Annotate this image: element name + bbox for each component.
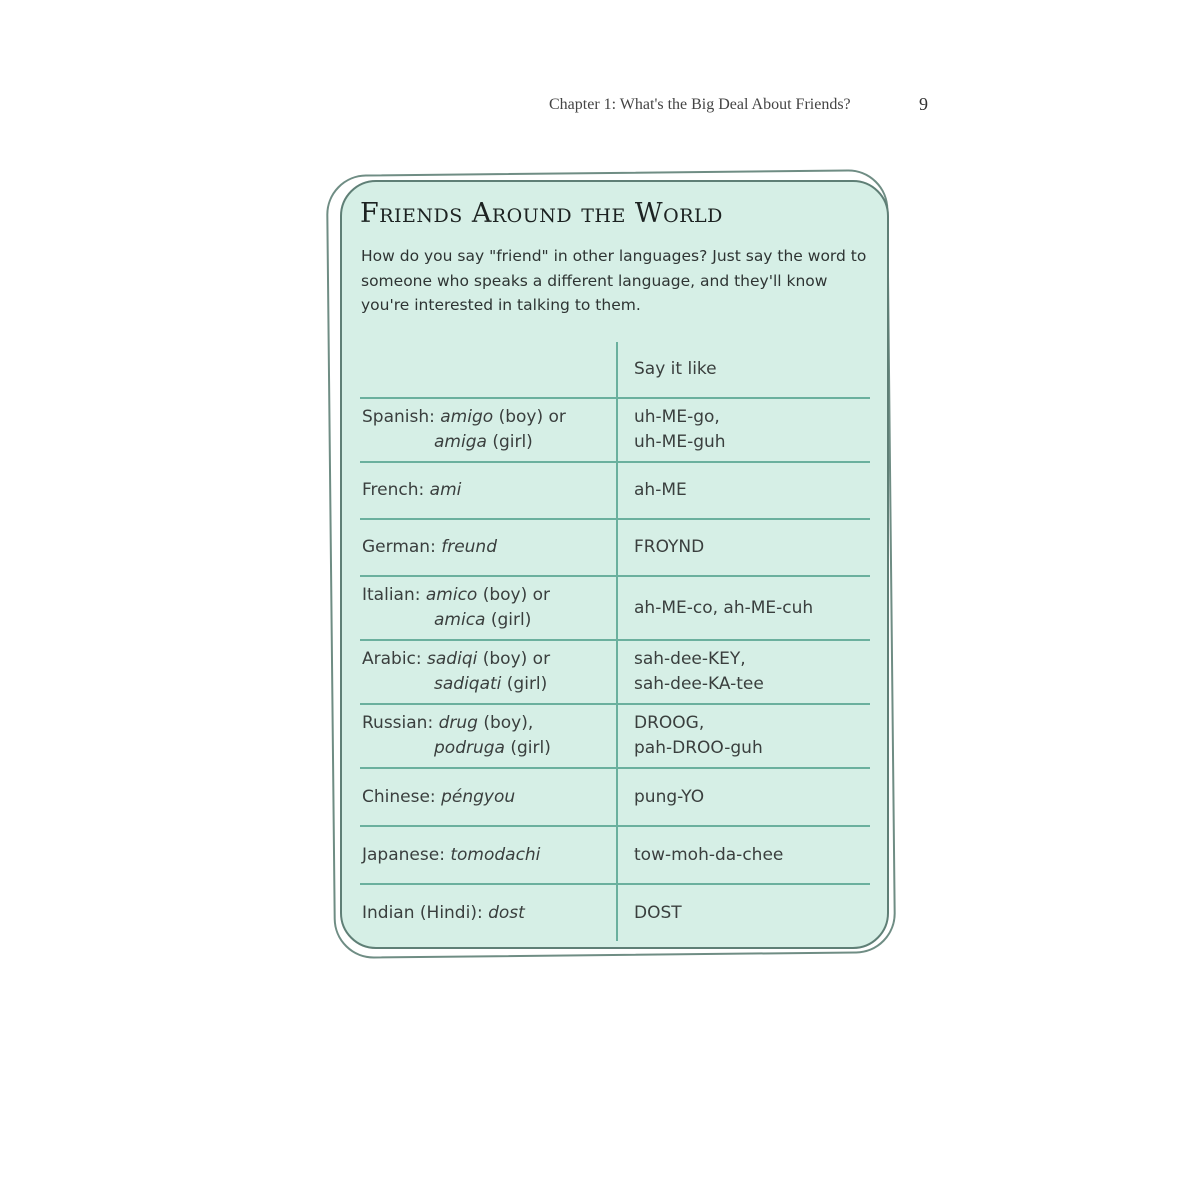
language-name: German:	[362, 537, 442, 557]
pronunciation: sah-dee-KEY,	[634, 649, 746, 669]
word-alt-note: (girl)	[501, 674, 548, 694]
word: péngyou	[441, 786, 516, 807]
pronunciation-cell	[618, 478, 870, 503]
table-row	[360, 769, 870, 827]
word: sadiqi	[427, 649, 478, 669]
language-cell	[360, 463, 618, 518]
language-name: Russian:	[362, 713, 439, 733]
pronunciation: pung-YO	[634, 786, 705, 807]
word-note: (boy) or	[477, 649, 551, 669]
table-row	[360, 520, 870, 577]
language-cell	[360, 705, 618, 767]
pronunciation: DOST	[634, 902, 682, 923]
pronunciation: ah-ME-co, ah-ME-cuh	[634, 597, 814, 618]
language-cell	[360, 399, 618, 461]
language-cell	[360, 520, 618, 575]
language-cell	[360, 827, 618, 883]
pronunciation: uh-ME-go,	[634, 407, 720, 427]
word-alt-note: (girl)	[504, 738, 551, 758]
word-note: (boy) or	[493, 407, 566, 427]
word: amigo	[440, 407, 494, 427]
table-row	[360, 641, 870, 705]
friend-words-table	[360, 342, 870, 941]
language-cell	[360, 641, 618, 703]
pronunciation: DROOG,	[634, 713, 705, 733]
word: tomodachi	[450, 844, 541, 865]
word-alt: amica	[434, 610, 486, 630]
word: dost	[488, 902, 525, 923]
table-row	[360, 885, 870, 941]
pronunciation-alt: pah-DROO-guh	[634, 738, 763, 758]
language-name: Japanese:	[362, 844, 451, 865]
pronunciation-cell	[618, 405, 870, 455]
language-name: Arabic:	[362, 649, 428, 669]
table-row	[360, 577, 870, 641]
language-cell	[360, 885, 618, 941]
pronunciation-cell	[618, 535, 870, 560]
language-cell	[360, 577, 618, 639]
word-note: (boy),	[477, 713, 534, 733]
page-number: 9	[919, 94, 928, 114]
pronunciation: tow-moh-da-chee	[634, 844, 784, 865]
language-name: Italian:	[362, 585, 426, 605]
word-alt-note: (girl)	[485, 610, 532, 630]
header-cell-empty	[360, 342, 618, 397]
pronunciation: ah-ME	[634, 480, 687, 500]
language-name: Indian (Hindi):	[362, 902, 489, 923]
pronunciation-cell	[618, 785, 870, 810]
language-name: French:	[362, 480, 430, 500]
header-cell-say-it-like: Say it like	[634, 359, 717, 379]
running-head: Chapter 1: What's the Big Deal About Friends?	[549, 96, 851, 113]
language-name: Chinese:	[362, 786, 442, 807]
pronunciation-alt: uh-ME-guh	[634, 432, 726, 452]
word: freund	[441, 537, 497, 557]
table-row	[360, 399, 870, 463]
word: drug	[438, 713, 478, 733]
sidebar-intro: How do you say "friend" in other languages? Just say the word to someone who speaks a different language, and they'll know you're interested in talking to them.	[361, 247, 867, 314]
table-header-row	[360, 342, 870, 399]
table-row	[360, 463, 870, 520]
word: ami	[429, 480, 462, 500]
pronunciation: FROYND	[634, 537, 705, 557]
table-row	[360, 705, 870, 769]
word-alt: podruga	[434, 738, 505, 758]
word-alt: sadiqati	[434, 674, 502, 694]
pronunciation-alt: sah-dee-KA-tee	[634, 674, 764, 694]
language-name: Spanish:	[362, 407, 441, 427]
pronunciation-cell	[618, 711, 870, 761]
pronunciation-cell	[618, 596, 870, 621]
pronunciation-cell	[618, 647, 870, 697]
word-note: (boy) or	[477, 585, 551, 605]
language-cell	[360, 769, 618, 825]
pronunciation-cell	[618, 843, 870, 868]
sidebar-title: Friends Around the World	[360, 198, 723, 229]
sidebar-box	[340, 180, 889, 949]
word-alt: amiga	[434, 432, 487, 452]
word: amico	[425, 585, 478, 605]
table-row	[360, 827, 870, 885]
word-alt-note: (girl)	[486, 432, 533, 452]
pronunciation-cell	[618, 901, 870, 926]
